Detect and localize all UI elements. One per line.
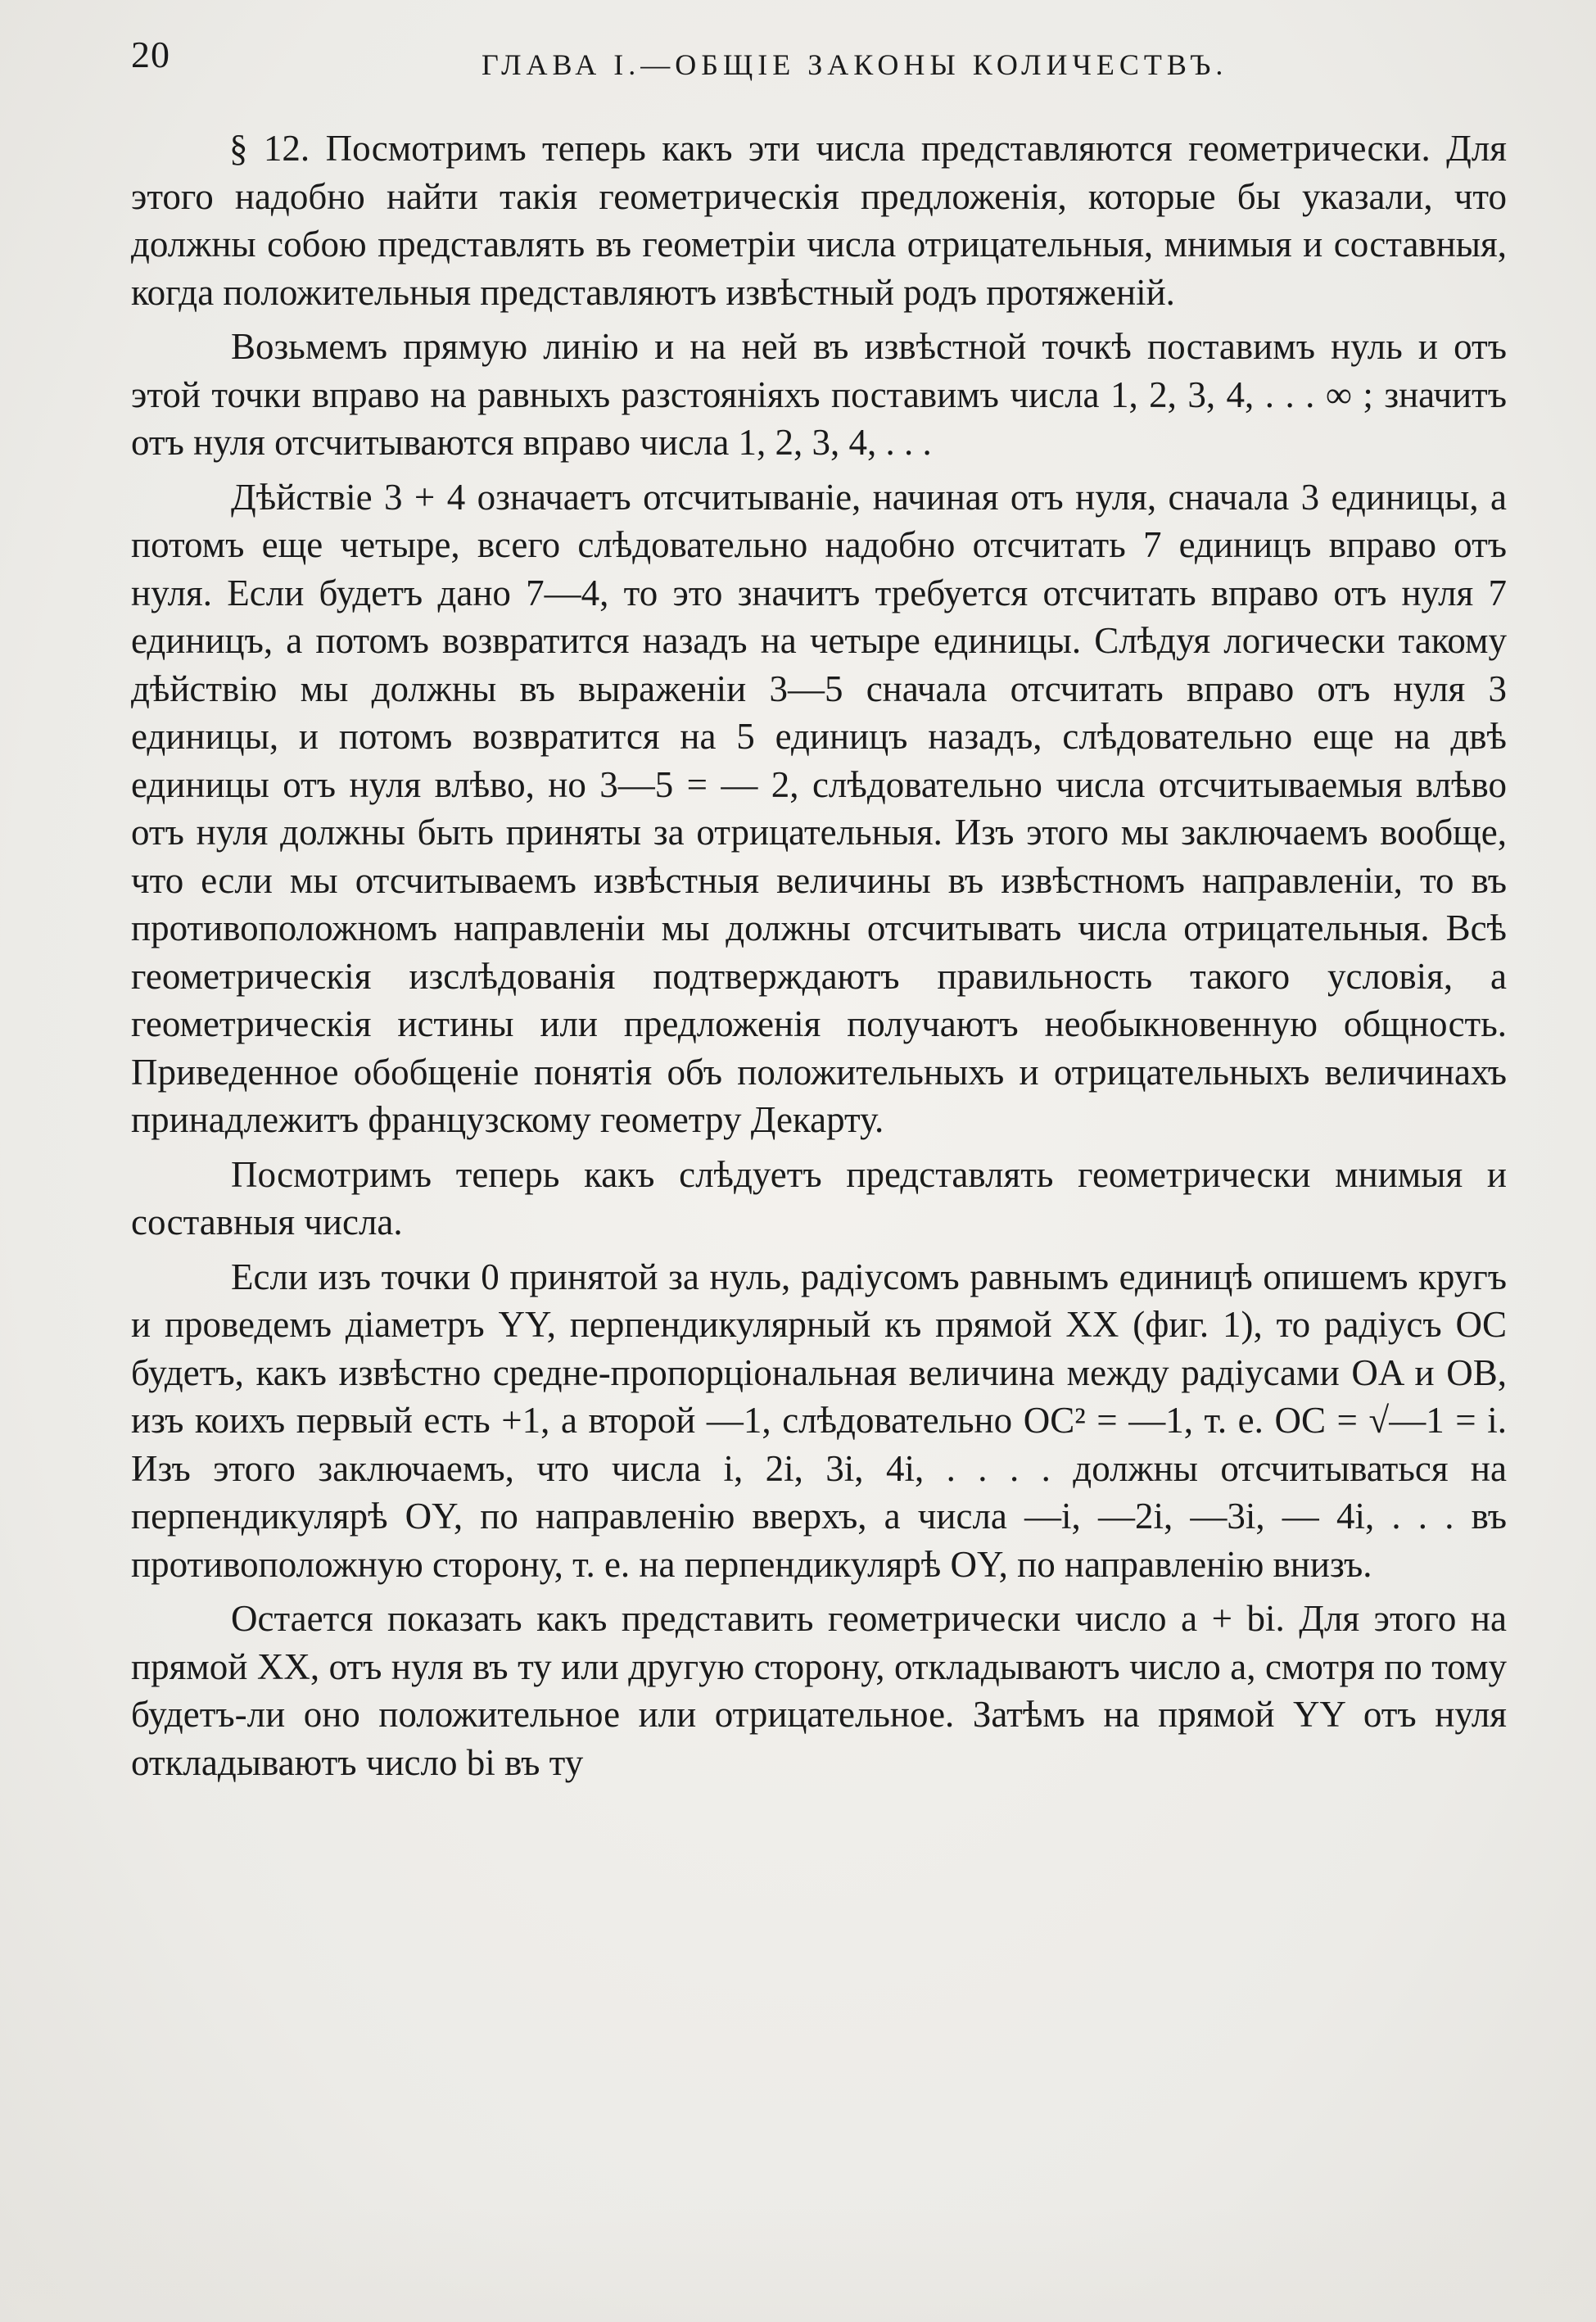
page-number: 20 — [131, 34, 170, 75]
paragraph-section-12: § 12. Посмотримъ теперь какъ эти числа представляются геометрически. Для этого надобно найти такія геометрическія предложенія, которые бы указали, что должны собою представлять въ геометріи числа отрицательныя, мнимыя и составныя, когда положительныя представляютъ извѣстный родъ протяженій. — [131, 128, 1507, 313]
paragraph-imaginary-intro: Посмотримъ теперь какъ слѣдуетъ представлять геометрически мнимыя и составныя числа. — [131, 1153, 1507, 1242]
paragraph-number-line: Возьмемъ прямую линію и на ней въ извѣстной точкѣ поставимъ нуль и отъ этой точки вправо на равныхъ разстояніяхъ поставимъ числа 1, 2, 3, 4, . . . ∞ ; значитъ отъ нуля отсчитываются вправо числа 1, 2, 3, 4, . . . — [131, 326, 1507, 463]
page-shading — [0, 2207, 1596, 2322]
paragraph-negative-numbers: Дѣйствіе 3 + 4 означаетъ отсчитываніе, начиная отъ нуля, сначала 3 единицы, а потомъ еще четыре, всего слѣдовательно надобно отсчитать 7 единицъ вправо отъ нуля. Если будетъ дано 7—4, то это значитъ требуется отсчитать вправо отъ нуля 7 единицъ, а потомъ возвратится назадъ на четыре единицы. Слѣдуя логически такому дѣйствію мы должны въ выраженіи 3—5 сначала отсчитать вправо отъ нуля 3 единицы, и потомъ возвратится на 5 единицъ назадъ, слѣдовательно еще на двѣ единицы отъ нуля влѣво, но 3—5 = — 2, слѣдовательно числа отсчитываемыя влѣво отъ нуля должны быть приняты за отрицательныя. Изъ этого мы заключаемъ вообще, что если мы отсчитываемъ извѣстныя величины въ извѣстномъ направленіи, то въ противоположномъ направленіи мы должны отсчитывать числа отрицательныя. Всѣ геометрическія изслѣдованія подтверждаютъ правильность такого условія, а геометрическія истины или предложенія получаютъ необыкновенную общность. Приведенное обобщеніе понятія объ положительныхъ и отрицательныхъ величинахъ принадлежитъ французскому геометру Декарту. — [131, 476, 1507, 1140]
running-head: ГЛАВА I.—ОБЩІЕ ЗАКОНЫ КОЛИЧЕСТВЪ. — [482, 48, 1228, 81]
paragraph-complex-number: Остается показать какъ представить геометрически число a + bi. Для этого на прямой XX, отъ нуля въ ту или другую сторону, откладываютъ число a, смотря по тому будетъ-ли оно положительное или отрицательное. Затѣмъ на прямой YY отъ нуля откладываютъ число bi въ ту — [131, 1598, 1507, 1783]
body-text — [131, 124, 1507, 1793]
paragraph-imaginary-circle: Если изъ точки 0 принятой за нуль, радіусомъ равнымъ единицѣ опишемъ кругъ и проведемъ діаметръ YY, перпендикулярный къ прямой XX (фиг. 1), то радіусъ OC будетъ, какъ извѣстно средне-пропорціональная величина между радіусами OA и OB, изъ коихъ первый есть +1, а второй —1, слѣдовательно OC² = —1, т. е. OC = √—1 = i. Изъ этого заключаемъ, что числа i, 2i, 3i, 4i, . . . . должны отсчитываться на перпендикулярѣ OY, по направленію вверхъ, а числа —i, —2i, —3i, — 4i, . . . въ противоположную сторону, т. е. на перпендикулярѣ OY, по направленію внизъ. — [131, 1256, 1507, 1585]
